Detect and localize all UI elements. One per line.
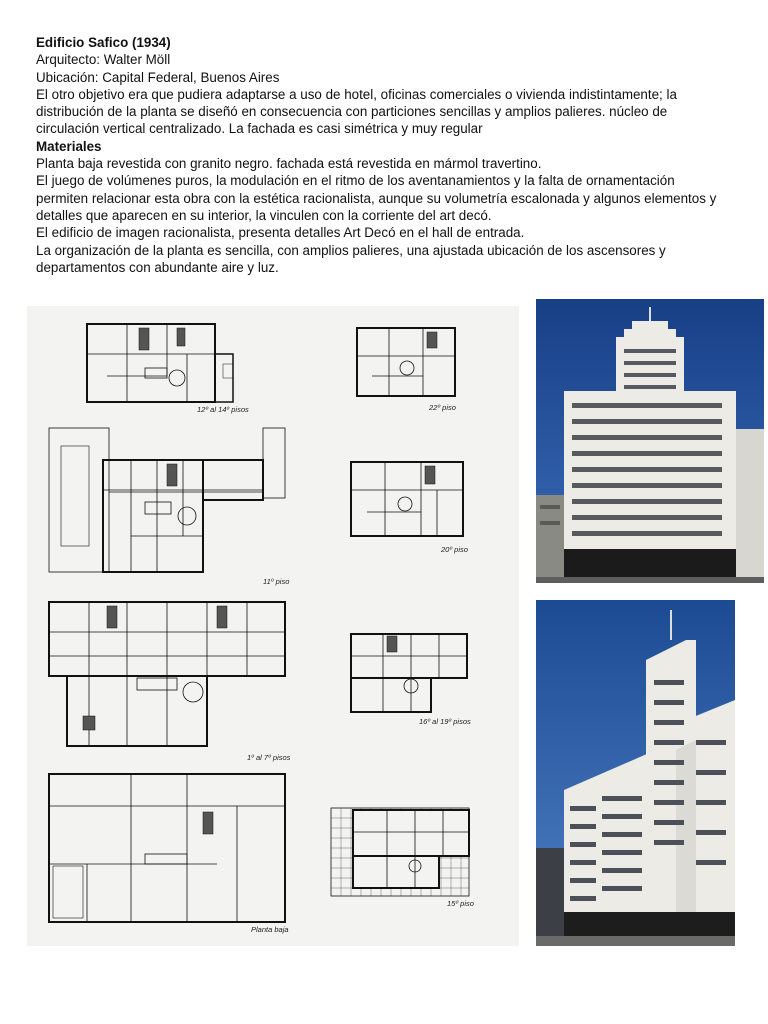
- plan-16-19: [351, 634, 467, 712]
- plan-label-12-14: 12º al 14º pisos: [197, 405, 249, 414]
- document-text: [36, 34, 726, 276]
- intro-paragraph: El otro objetivo era que pudiera adaptarse a uso de hotel, oficinas comerciales o vivienda indistintamente; la distribución de la planta se diseñó en consecuencia con particiones sencillas y amplios palieres. núcleo de circulación vertical centralizado. La fachada es casi simétrica y muy regular: [36, 86, 677, 137]
- location-line: Ubicación: Capital Federal, Buenos Aires: [36, 69, 280, 85]
- document-title: Edificio Safico (1934): [36, 35, 171, 50]
- plan-label-15: 15º piso: [447, 899, 474, 908]
- floor-plans-image: [27, 306, 519, 946]
- building-photo-oblique: [536, 600, 735, 946]
- plan-label-11: 11º piso: [263, 577, 290, 586]
- plan-15: [331, 808, 469, 896]
- plan-label-ground: Planta baja: [251, 925, 289, 934]
- materials-line: La organización de la planta es sencilla, con amplios palieres, una ajustada ubicación de los ascensores y departamentos con abundante aire y luz.: [36, 242, 666, 275]
- plan-20: [351, 462, 463, 536]
- building-photo-front: [536, 299, 764, 583]
- architect-line: Arquitecto: Walter Möll: [36, 52, 171, 68]
- materials-line: El edificio de imagen racionalista, presenta detalles Art Decó en el hall de entrada.: [36, 225, 525, 241]
- plan-label-20: 20º piso: [441, 545, 468, 554]
- plan-22: [357, 328, 455, 396]
- materials-line: Planta baja revestida con granito negro. fachada está revestida en mármol travertino.: [36, 156, 542, 172]
- plan-label-22: 22º piso: [429, 403, 456, 412]
- plan-1-7: [49, 602, 285, 746]
- plan-label-16-19: 16º al 19º pisos: [419, 717, 471, 726]
- plan-12-14: [87, 324, 233, 402]
- plan-label-1-7: 1º al 7º pisos: [247, 753, 291, 762]
- materials-line: El juego de volúmenes puros, la modulación en el ritmo de los aventanamientos y la falta de ornamentación permiten relacionar esta obra con la estética racionalista, aunque su volumetría escalonada y algunos elementos y detalles que aparecen en su interior, la vinculen con la corriente del art decó.: [36, 173, 717, 223]
- plan-ground-floor: [49, 774, 285, 922]
- plan-11: [49, 428, 285, 572]
- materials-heading: Materiales: [36, 138, 102, 154]
